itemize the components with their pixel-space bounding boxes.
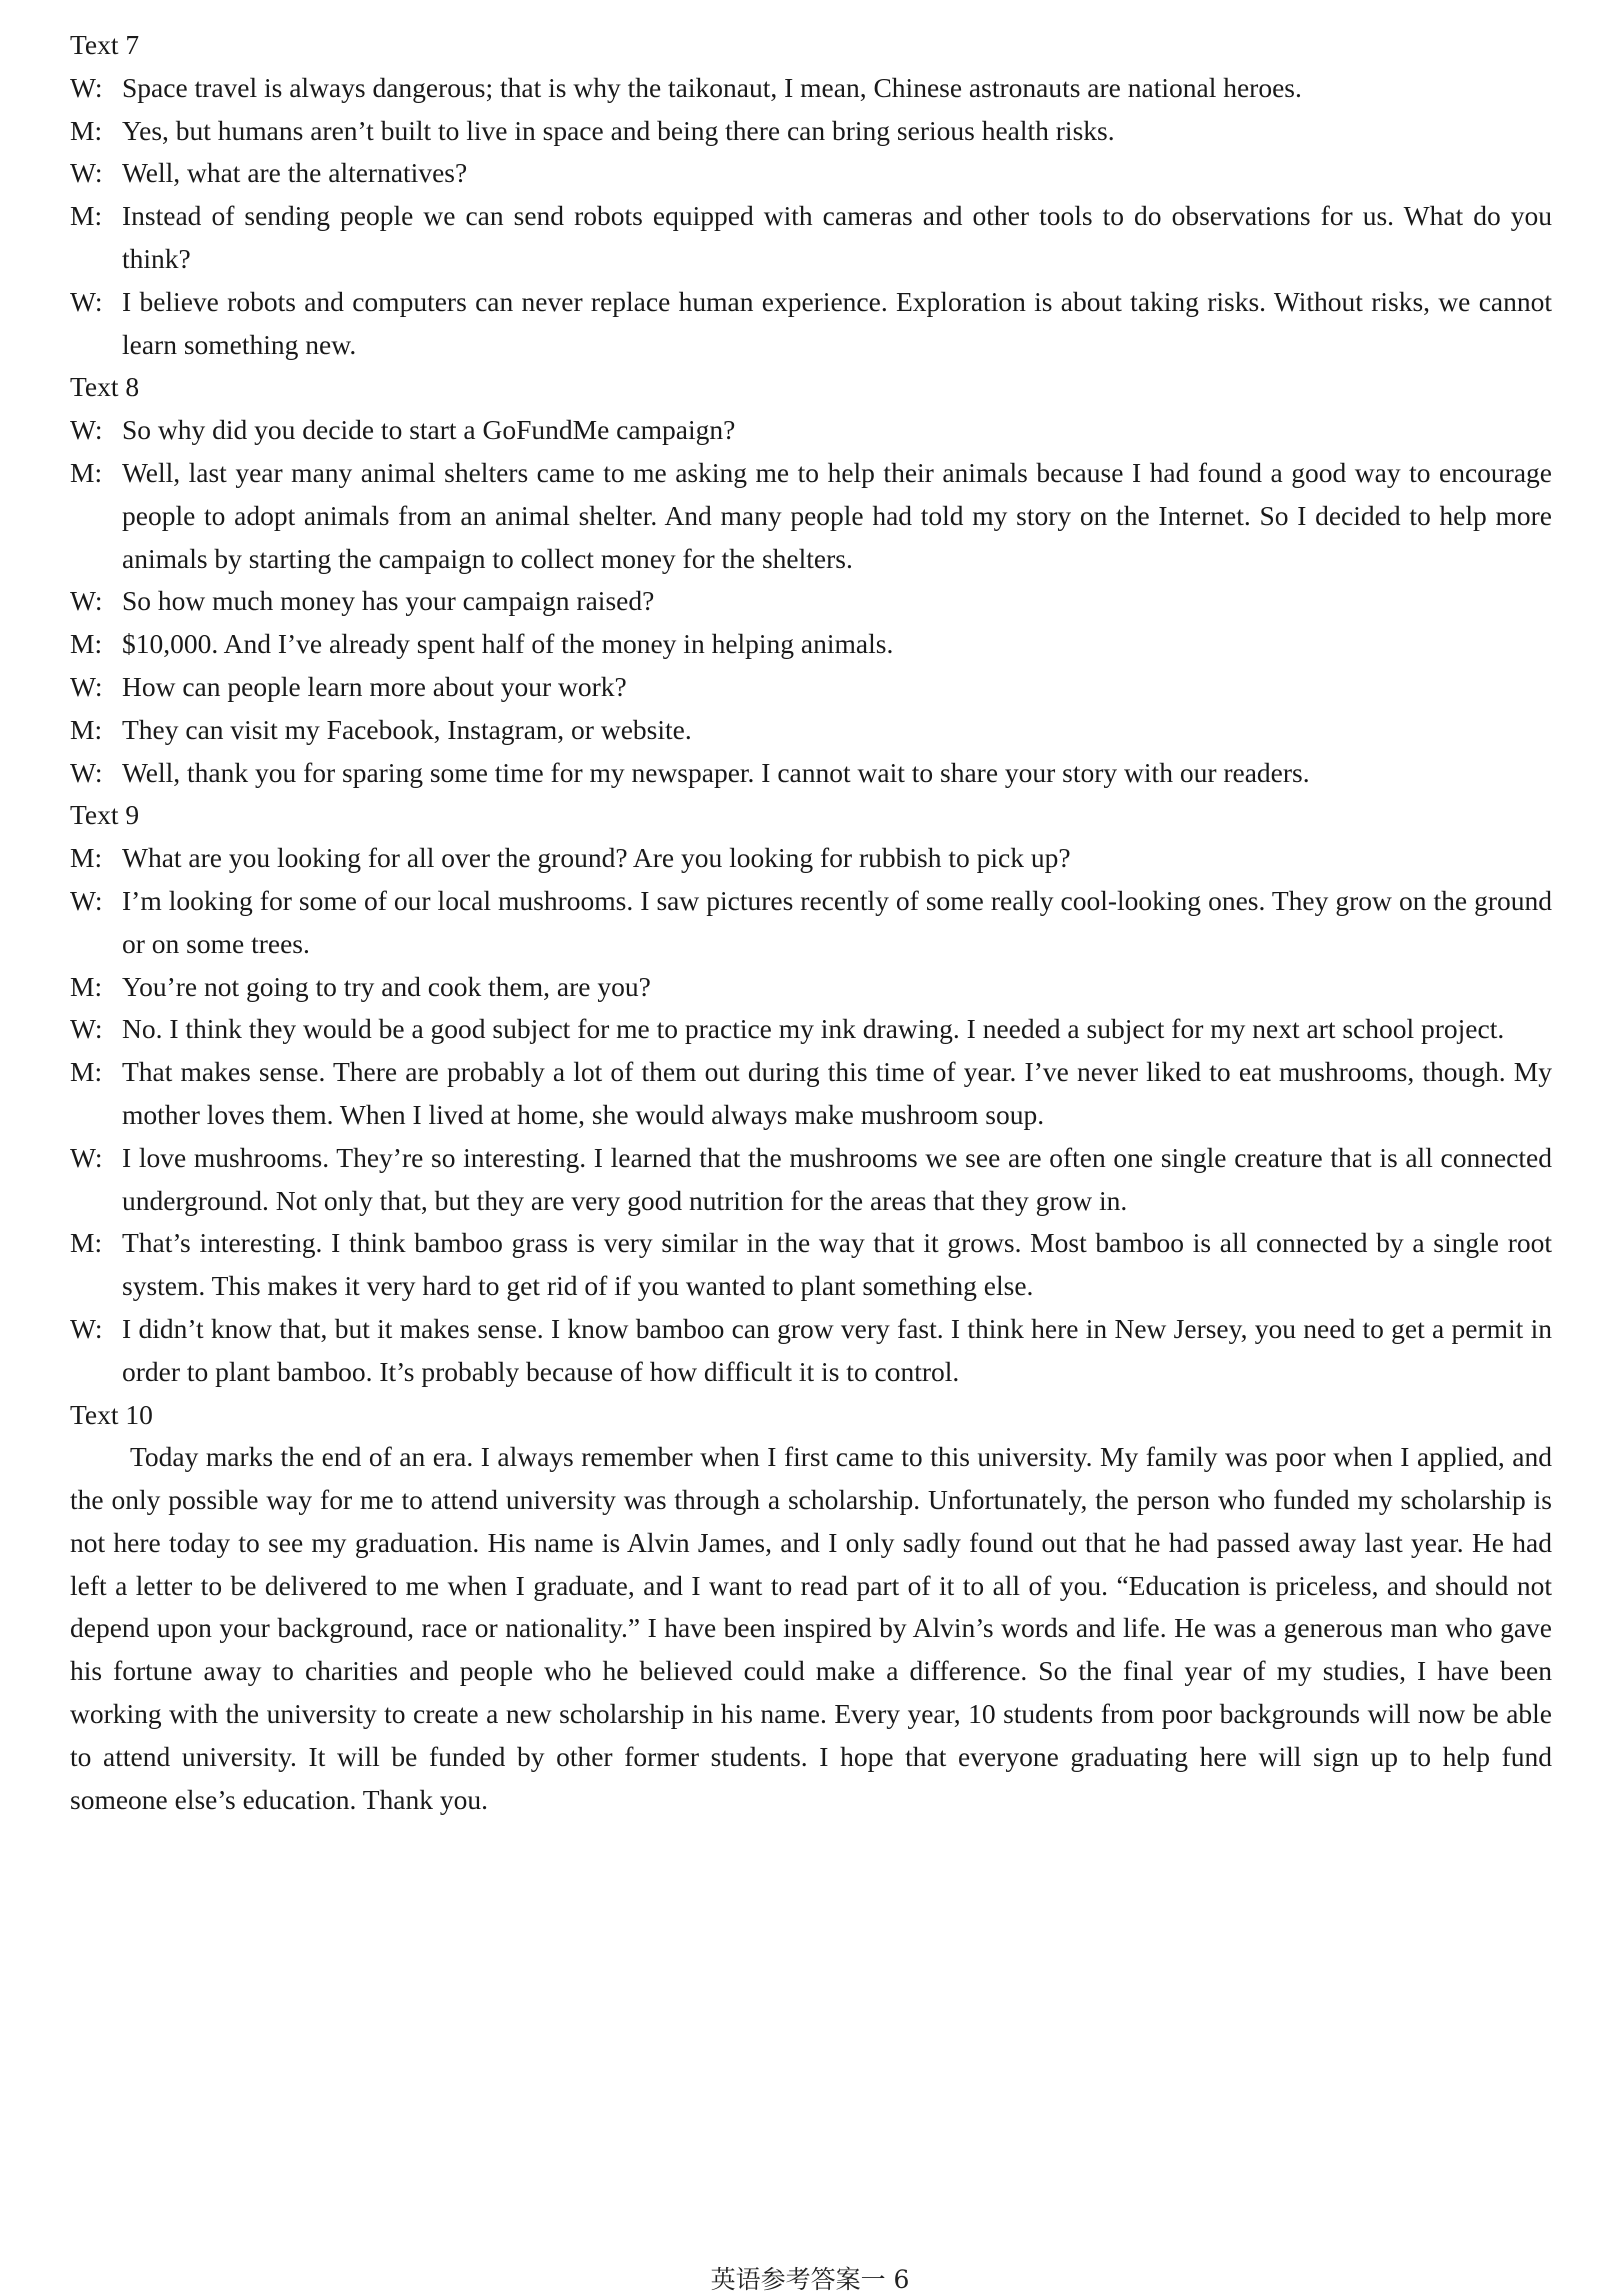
dialogue-text: That makes sense. There are probably a lot of them out during this time of year. I’ve never liked to eat mushrooms, though. My mother loves them. When I lived at home, she would always make mushroom soup. xyxy=(122,1056,1552,1130)
speaker-label: W: xyxy=(70,1141,103,1173)
dialogue-text: Space travel is always dangerous; that is why the taikonaut, I mean, Chinese astronauts are national heroes. xyxy=(122,71,1302,103)
speaker-label: W: xyxy=(70,157,103,189)
dialogue-text: You’re not going to try and cook them, are you? xyxy=(122,970,651,1002)
dialogue-line xyxy=(70,752,1552,795)
dialogue-text: I believe robots and computers can never replace human experience. Exploration is about taking risks. Without risks, we cannot learn something new. xyxy=(122,285,1552,360)
speaker-label: W: xyxy=(70,1312,103,1344)
dialogue-text: Well, what are the alternatives? xyxy=(122,157,468,189)
dialogue-line xyxy=(70,152,1552,195)
dialogue-text: Yes, but humans aren’t built to live in space and being there can bring serious health risks. xyxy=(122,114,1115,146)
speaker-label: M: xyxy=(70,970,103,1002)
dialogue-line xyxy=(70,666,1552,709)
dialogue-text: So why did you decide to start a GoFundMe campaign? xyxy=(122,414,736,446)
dialogue-line xyxy=(70,580,1552,623)
speaker-label: M: xyxy=(70,1227,103,1259)
dialogue-text: No. I think they would be a good subject for me to practice my ink drawing. I needed a subject for my next art school project. xyxy=(122,1013,1505,1045)
dialogue-section xyxy=(70,24,1552,366)
dialogue-line xyxy=(70,966,1552,1009)
dialogue-line xyxy=(70,110,1552,153)
speaker-label: W: xyxy=(70,1013,103,1045)
dialogue-line xyxy=(70,1222,1552,1308)
speaker-label: W: xyxy=(70,285,103,317)
speaker-label: M: xyxy=(70,200,103,232)
dialogue-line xyxy=(70,1051,1552,1137)
dialogue-line xyxy=(70,195,1552,281)
dialogue-line xyxy=(70,1008,1552,1051)
section-heading: Text 9 xyxy=(70,799,140,831)
speech-paragraph: Today marks the end of an era. I always remember when I first came to this university. My family was poor when I applied, and the only possible way for me to attend university was through a scholarship. Unfortunately, the person who funded my scholarship is not here today to see my graduation. His name is Alvin James, and I only sadly found out that he had passed away last year. He had left a letter to be delivered to me when I graduate, and I want to read part of it to all of you. “Education is priceless, and should not depend upon your background, race or nationality.” I have been inspired by Alvin’s words and life. He was a generous man who gave his fortune away to charities and people who he believed could make a difference. So the final year of my studies, I have been working with the university to create a new scholarship in his name. Every year, 10 students from poor backgrounds will now be able to attend university. It will be funded by other former students. I hope that everyone graduating here will sign up to help fund someone else’s education. Thank you. xyxy=(70,1441,1552,1815)
speaker-label: M: xyxy=(70,114,103,146)
speaker-label: W: xyxy=(70,884,103,916)
dialogue-line xyxy=(70,67,1552,110)
dialogue-text: I didn’t know that, but it makes sense. I know bamboo can grow very fast. I think here in New Jersey, you need to get a permit in order to plant bamboo. It’s probably because of how difficult it is to control. xyxy=(122,1312,1552,1387)
dialogue-line xyxy=(70,1308,1552,1394)
section-heading: Text 8 xyxy=(70,371,140,403)
speaker-label: M: xyxy=(70,1056,103,1088)
speaker-label: M: xyxy=(70,456,103,488)
text-10-section xyxy=(70,1394,1552,1822)
speaker-label: M: xyxy=(70,713,103,745)
dialogue-line xyxy=(70,880,1552,966)
speaker-label: M: xyxy=(70,842,103,874)
dialogue-text: They can visit my Facebook, Instagram, or website. xyxy=(122,713,692,745)
speaker-label: M: xyxy=(70,628,103,660)
speaker-label: W: xyxy=(70,585,103,617)
dialogue-text: Well, last year many animal shelters came to me asking me to help their animals because I had found a good way to encourage people to adopt animals from an animal shelter. And many people had told my story on the Internet. So I decided to help more animals by starting the campaign to collect money for the shelters. xyxy=(122,456,1552,574)
section-heading: Text 10 xyxy=(70,1398,153,1430)
dialogue-text: Well, thank you for sparing some time for my newspaper. I cannot wait to share your story with our readers. xyxy=(122,756,1310,788)
dialogue-text: I love mushrooms. They’re so interesting. I learned that the mushrooms we see are often one single creature that is all connected underground. Not only that, but they are very good nutrition for the areas that they grow in. xyxy=(122,1141,1552,1216)
dialogue-sections xyxy=(70,24,1552,1394)
dialogue-text: So how much money has your campaign raised? xyxy=(122,585,655,617)
section-heading: Text 7 xyxy=(70,29,140,60)
dialogue-text: $10,000. And I’ve already spent half of the money in helping animals. xyxy=(122,628,894,660)
dialogue-text: That’s interesting. I think bamboo grass is very similar in the way that it grows. Most bamboo is all connected by a single root system. This makes it very hard to get rid of if you wanted to plant something else. xyxy=(122,1227,1552,1302)
dialogue-line xyxy=(70,281,1552,367)
dialogue-line xyxy=(70,452,1552,580)
dialogue-section xyxy=(70,366,1552,794)
dialogue-line xyxy=(70,709,1552,752)
dialogue-text: How can people learn more about your work? xyxy=(122,670,627,702)
dialogue-line xyxy=(70,409,1552,452)
dialogue-section xyxy=(70,794,1552,1393)
page-footer: 英语参考答案一 6 xyxy=(710,2265,910,2294)
speaker-label: W: xyxy=(70,414,103,446)
speaker-label: W: xyxy=(70,670,103,702)
speaker-label: W: xyxy=(70,71,103,103)
dialogue-line xyxy=(70,837,1552,880)
dialogue-text: I’m looking for some of our local mushrooms. I saw pictures recently of some really cool-looking ones. They grow on the ground or on some trees. xyxy=(122,884,1552,959)
dialogue-line xyxy=(70,1137,1552,1223)
dialogue-line xyxy=(70,623,1552,666)
speaker-label: W: xyxy=(70,756,103,788)
dialogue-text: Instead of sending people we can send robots equipped with cameras and other tools to do observations for us. What do you think? xyxy=(122,200,1552,274)
dialogue-text: What are you looking for all over the ground? Are you looking for rubbish to pick up? xyxy=(122,842,1071,874)
